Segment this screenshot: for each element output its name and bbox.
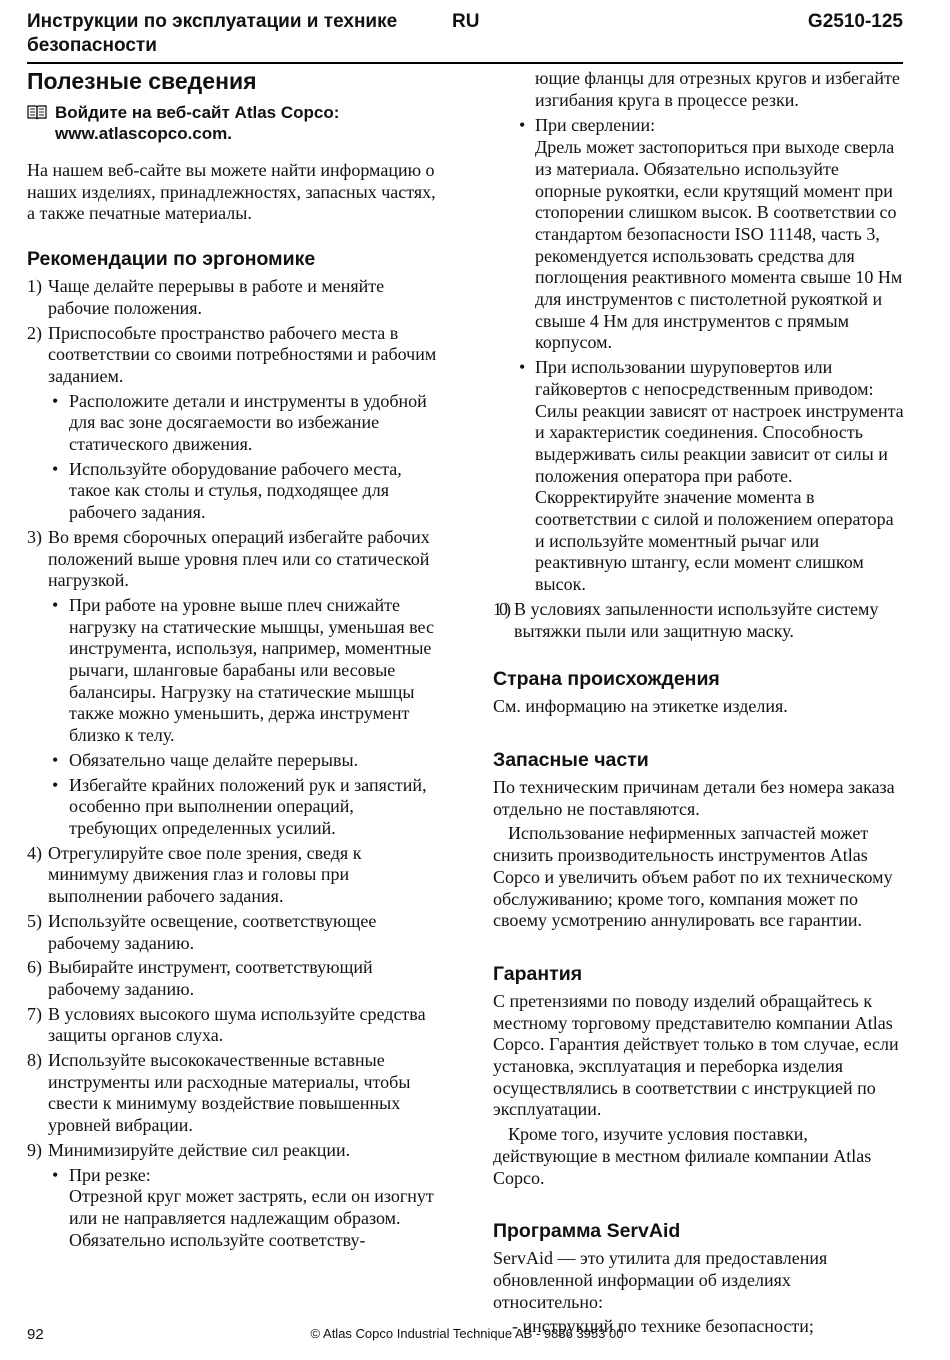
spare-parts-paragraph-1: По техническим причинам детали без номера заказа отдельно не поставляются.: [493, 776, 895, 819]
bullet-item: [27, 595, 442, 747]
bullet-text: Обязательно чаще делайте перерывы.: [69, 749, 359, 770]
document-title: Инструкции по эксплуатации и технике безопасности: [27, 11, 398, 56]
servaid-paragraph: ServAid — это утилита для предоставления обновленной информации об изделиях относительно:: [493, 1248, 828, 1312]
bullet-icon: •: [519, 357, 526, 378]
bullet-icon: •: [519, 115, 526, 136]
bullet-icon: •: [52, 1164, 59, 1185]
list-item: [27, 1140, 442, 1162]
right-column: [493, 64, 905, 1338]
list-item: [27, 527, 442, 592]
bullet-text: Используйте оборудование рабочего места, такое как столы и стулья, подходящее для рабочего задания.: [69, 458, 402, 523]
item-number: 4): [27, 842, 42, 863]
model-code: G2510-125: [807, 11, 903, 32]
bullet-icon: •: [52, 458, 59, 479]
bullet-text: Избегайте крайних положений рук и запястий, особенно при выполнении операций, требующих определенных усилий.: [69, 774, 427, 838]
bullet-icon: •: [52, 774, 59, 795]
item-number: 7): [27, 1003, 42, 1024]
bullet-item: [493, 115, 905, 354]
item-text: В условиях запыленности используйте систему вытяжки пыли или защитную маску.: [514, 598, 879, 641]
list-item: [27, 911, 442, 954]
item-text: В условиях высокого шума используйте средства защиты органов слуха.: [48, 1003, 426, 1046]
warranty-paragraph-1: С претензиями по поводу изделий обращайтесь к местному торговому представителю компании Atlas Copco. Гарантия действует только в том случае, если установка, эксплуатация и переборка изделия осуществлялись в соответствии с инструкцией по эксплуатации.: [493, 990, 899, 1120]
copyright: © Atlas Copco Industrial Technique AB - 9836 3953 00: [310, 1326, 624, 1341]
bullet-item: [27, 459, 442, 524]
website-note: [27, 102, 442, 144]
servaid-dash-item: - инструкций по технике безопасности;: [512, 1316, 814, 1337]
page-number: 92: [27, 1326, 44, 1343]
item-text: Во время сборочных операций избегайте рабочих положений выше уровня плеч или со статической нагрузкой.: [48, 526, 430, 591]
item-number: 9): [27, 1139, 42, 1160]
bullet-text: При резке: Отрезной круг может застрять, если он изогнут или не направляется надлежащим образом. Обязательно используйте соответству-: [69, 1164, 434, 1250]
bullet-icon: •: [52, 594, 59, 615]
list-item: [27, 276, 442, 319]
section-title-servaid: Программа ServAid: [493, 1220, 681, 1243]
ergonomics-list: [27, 276, 442, 1251]
item-number: 5): [27, 910, 42, 931]
list-item: [27, 843, 442, 908]
language-code: RU: [452, 11, 480, 32]
list-item: [493, 599, 905, 642]
section-title-ergonomics: Рекомендации по эргономике: [27, 248, 316, 271]
bullet-text: При использовании шуруповертов или гайковертов с непосредственным приводом: Силы реакции зависят от настроек инструмента и характеристик соединения. Способность выдерживать силы реакции зависит от силы и положения оператора при работе. Скорректируйте значение момента в соответствии с силой и положением оператора и используйте моментный рычаг или реактивную штангу, если момент слишком высок.: [535, 357, 904, 595]
item-text: Минимизируйте действие сил реакции.: [48, 1139, 351, 1160]
warranty-paragraph-2: Кроме того, изучите условия поставки, действующие в местном филиале компании Atlas Copco.: [493, 1124, 872, 1188]
page-header: [27, 10, 903, 64]
bullet-item: [493, 357, 905, 596]
item-number: 2): [27, 322, 42, 343]
section-title-spare-parts: Запасные части: [493, 748, 649, 771]
reaction-bullets: [493, 115, 905, 595]
website-note-text: Войдите на веб-сайт Atlas Copco: www.atlascopco.com.: [55, 103, 340, 143]
item-number: 8): [27, 1050, 42, 1071]
website-paragraph: На нашем веб-сайте вы можете найти информацию о наших изделиях, принадлежностях, запасных частях, а также печатные материалы.: [27, 160, 436, 224]
item-number: 10): [493, 598, 508, 619]
section-title-useful-info: Полезные сведения: [27, 68, 257, 94]
book-icon: [27, 104, 47, 120]
list-item: [27, 323, 442, 388]
item-number: 1): [27, 276, 42, 297]
list-item: [27, 1050, 442, 1137]
section-title-warranty: Гарантия: [493, 962, 583, 985]
item-text: Отрегулируйте свое поле зрения, сведя к минимуму движения глаз и головы при выполнении рабочего задания.: [48, 842, 362, 907]
list-item: [27, 957, 442, 1000]
bullet-item: [27, 775, 442, 840]
bullet-text: Расположите детали и инструменты в удобной для вас зоне досягаемости во избежание статического движения.: [69, 390, 427, 455]
left-column: [27, 64, 442, 1254]
item-text: Используйте освещение, соответствующее рабочему заданию.: [48, 910, 377, 953]
item-text: Чаще делайте перерывы в работе и меняйте рабочие положения.: [48, 276, 385, 318]
item-number: 6): [27, 957, 42, 978]
bullet-text: При сверлении: Дрель может застопориться при выходе сверла из материала. Обязательно используйте опорные рукоятки, если крутящий момент при стопорении слишком высок. В соответствии со стандартом безопасности ISO 11148, часть 3, рекомендуется использовать средства для поглощения реактивного момента свыше 10 Нм для инструментов с пистолетной рукояткой и свыше 4 Нм для инструментов с прямым корпусом.: [535, 115, 903, 353]
bullet-item: [27, 391, 442, 456]
item-text: Приспособьте пространство рабочего места в соответствии со своими потребностями и рабочим заданием.: [48, 322, 437, 386]
bullet-icon: •: [52, 749, 59, 770]
origin-text: См. информацию на этикетке изделия.: [493, 696, 788, 717]
item-number: 3): [27, 526, 42, 547]
bullet-item: [27, 1165, 442, 1252]
item-text: Выбирайте инструмент, соответствующий рабочему заданию.: [48, 957, 373, 999]
list-item: [27, 1004, 442, 1047]
continued-text: ющие фланцы для отрезных кругов и избегайте изгибания круга в процессе резки.: [535, 68, 900, 110]
item-text: Используйте высококачественные вставные инструменты или расходные материалы, чтобы свести к минимуму воздействие повышенных уровней вибрации.: [48, 1050, 411, 1136]
spare-parts-paragraph-2: Использование нефирменных запчастей может снизить производительность инструментов Atlas Copco и увеличить объем работ по их техническому обслуживанию; кроме того, компания может по своему усмотрению аннулировать все гарантии.: [493, 823, 893, 931]
bullet-item: [27, 750, 442, 772]
bullet-text: При работе на уровне выше плеч снижайте нагрузку на статические мышцы, уменьшая вес инструмента, используя, например, моментные рычаги, шланговые барабаны или весовые балансиры. Нагрузку на статические мышцы также можно уменьшить, держа инструмент близко к телу.: [69, 594, 434, 746]
section-title-origin: Страна происхождения: [493, 668, 720, 691]
bullet-icon: •: [52, 390, 59, 411]
